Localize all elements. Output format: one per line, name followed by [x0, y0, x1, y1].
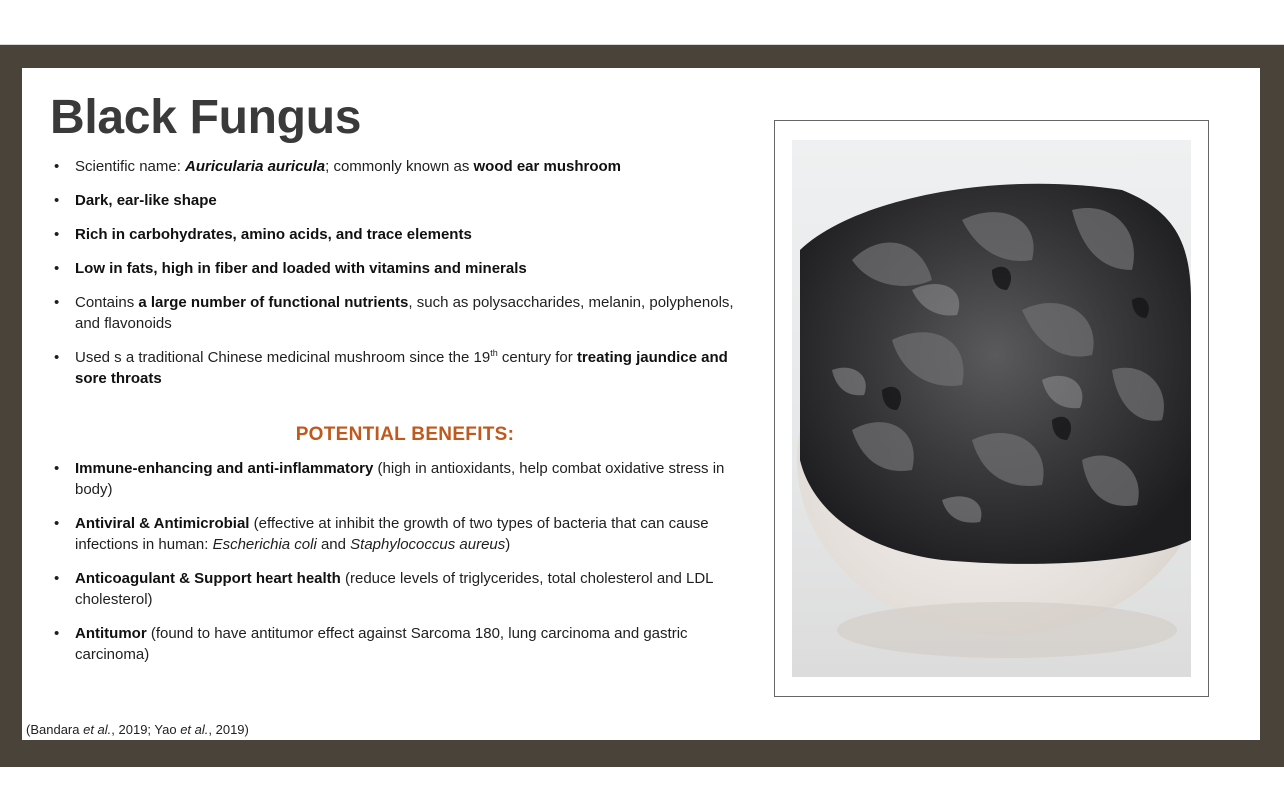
slide-frame — [0, 45, 1284, 767]
benefits-list — [52, 458, 752, 678]
benefit-item: • Anticoagulant & Support heart health (reduce levels of triglycerides, total cholesterol and LDL cholesterol) — [54, 570, 713, 608]
citation: (Bandara et al., 2019; Yao et al., 2019) — [26, 722, 249, 737]
bullet-marker: • — [54, 349, 60, 366]
slide — [22, 68, 1260, 740]
fact-item: • Dark, ear-like shape — [54, 192, 217, 209]
bullet-marker: • — [54, 294, 60, 311]
mushroom-photo-frame — [774, 120, 1209, 697]
facts-list — [52, 156, 752, 402]
fact-item: • Rich in carbohydrates, amino acids, and trace elements — [54, 226, 472, 243]
bullet-marker: • — [54, 460, 60, 477]
benefits-heading: POTENTIAL BENEFITS: — [295, 424, 515, 445]
benefit-item: • Antiviral & Antimicrobial (effective at inhibit the growth of two types of bacteria that can cause infections in human: Escherichia coli and Staphylococcus aureus) — [54, 515, 709, 553]
fact-item: • Low in fats, high in fiber and loaded with vitamins and minerals — [54, 260, 527, 277]
slide-title: Black Fungus — [50, 91, 362, 144]
top-strip — [0, 0, 1284, 45]
bullet-marker: • — [54, 158, 60, 175]
black-fungus-photo — [792, 140, 1191, 677]
benefit-item: • Antitumor (found to have antitumor effect against Sarcoma 180, lung carcinoma and gastric carcinoma) — [54, 625, 688, 663]
bullet-marker: • — [54, 226, 60, 243]
fact-item: • Scientific name: Auricularia auricula; commonly known as wood ear mushroom — [54, 158, 622, 175]
fact-item: • Contains a large number of functional nutrients, such as polysaccharides, melanin, polyphenols, and flavonoids — [54, 294, 734, 332]
bullet-marker: • — [54, 625, 60, 642]
bullet-marker: • — [54, 260, 60, 277]
bullet-marker: • — [54, 570, 60, 587]
fact-item: • Used s a traditional Chinese medicinal mushroom since the 19th century for treating jaundice and sore throats — [54, 348, 728, 387]
bullet-marker: • — [54, 192, 60, 209]
bullet-marker: • — [54, 515, 60, 532]
benefit-item: • Immune-enhancing and anti-inflammatory (high in antioxidants, help combat oxidative stress in body) — [54, 460, 725, 498]
